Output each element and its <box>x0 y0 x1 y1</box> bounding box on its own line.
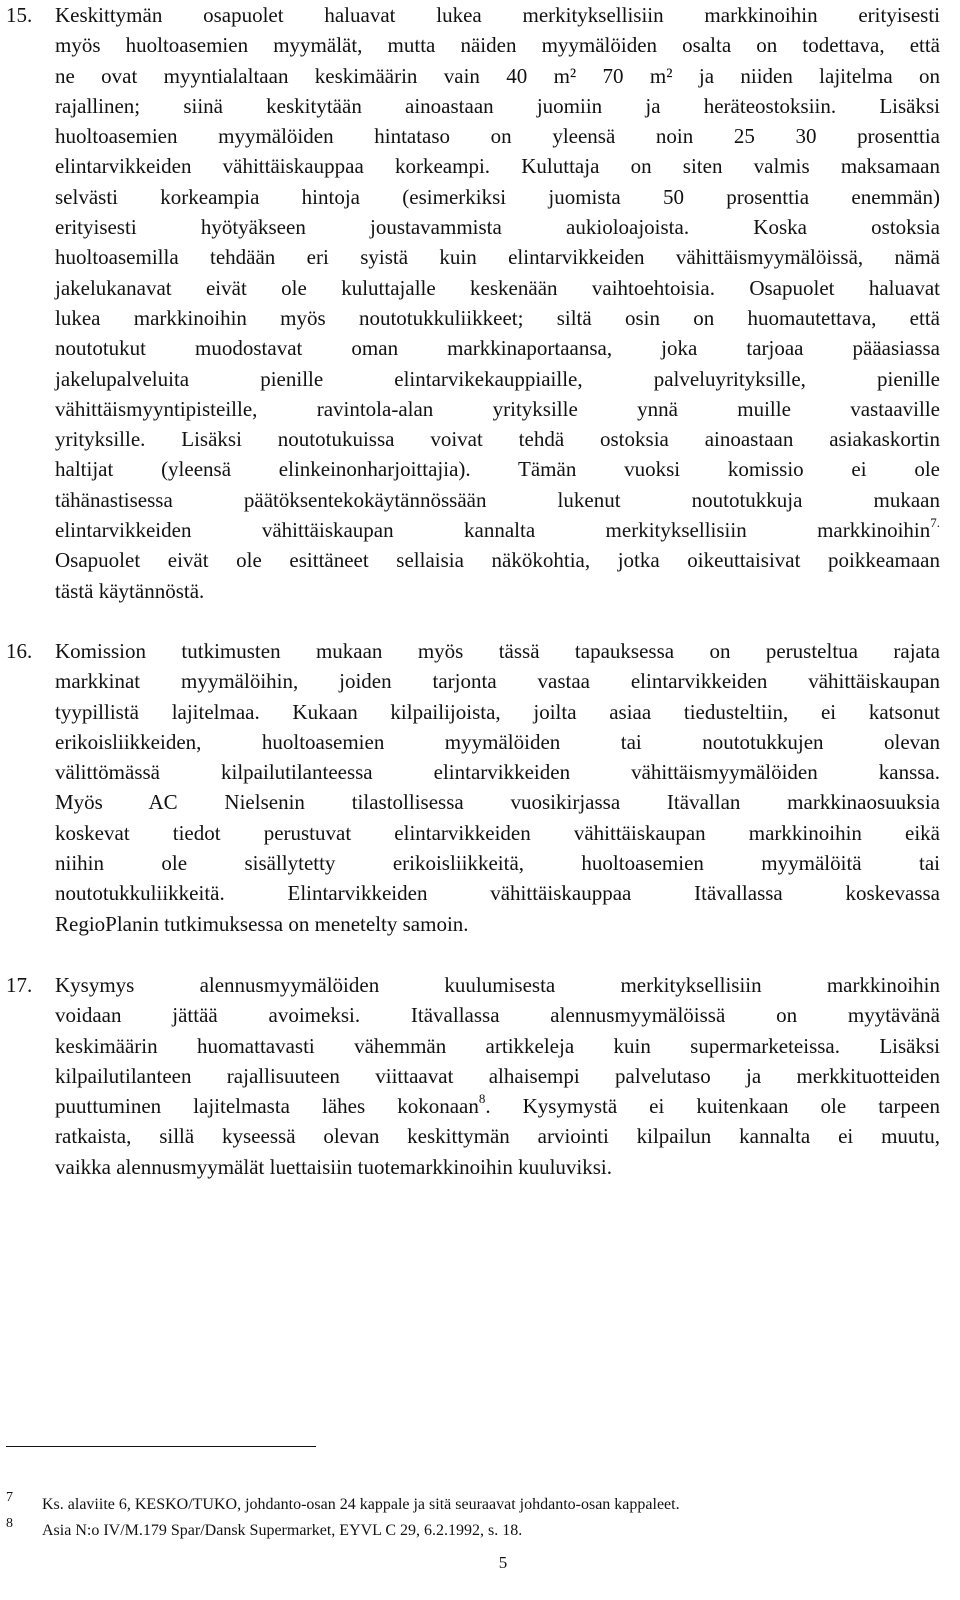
text-line: jakelupalveluita pienille elintarvikekauppiaille, palveluyrityksille, pienille <box>55 366 940 391</box>
text-line: elintarvikkeiden vähittäiskaupan kannalta merkityksellisiin markkinoihin <box>55 518 931 543</box>
paragraph-number: 15. <box>6 3 33 27</box>
text-line: yrityksille. Lisäksi noutotukuissa voivat tehdä ostoksia ainoastaan asiakaskortin <box>55 427 940 452</box>
text-line: noutotukkuliikkeitä. Elintarvikkeiden vähittäiskauppaa Itävallassa koskevassa <box>55 881 940 906</box>
text-line: tähänastisessa päätöksentekokäytännössään lukenut noutotukkuja mukaan <box>55 487 940 512</box>
footnote-text: Asia N:o IV/M.179 Spar/Dansk Supermarket, EYVL C 29, 6.2.1992, s. 18. <box>42 1522 523 1539</box>
text-line: noutotukut muodostavat oman markkinaportaansa, joka tarjoaa pääasiassa <box>55 336 940 361</box>
paragraph-number: 16. <box>6 639 33 663</box>
text-line: rajallinen; siinä keskitytään ainoastaan juomiin ja heräteostoksiin. Lisäksi <box>55 93 940 118</box>
text-line: Osapuolet eivät ole esittäneet sellaisia näkökohtia, jotka oikeuttaisivat poikkeamaan <box>55 548 940 573</box>
text-line-with-footnote <box>55 515 940 545</box>
text-line: elintarvikkeiden vähittäiskauppaa korkeampi. Kuluttaja on siten valmis maksamaan <box>55 154 940 179</box>
text-line: niihin ole sisällytetty erikoisliikkeitä, huoltoasemien myymälöitä tai <box>55 851 940 876</box>
text-line: RegioPlanin tutkimuksessa on menetelty samoin. <box>55 911 469 936</box>
text-line: myös huoltoasemien myymälät, mutta näiden myymälöiden osalta on todettava, että <box>55 33 940 58</box>
text-line: vähittäismyyntipisteille, ravintola-alan yrityksille ynnä muille vastaaville <box>55 396 940 421</box>
text-line: ratkaista, sillä kyseessä olevan keskittymän arviointi kilpailun kannalta ei muutu, <box>55 1124 940 1149</box>
text-line: jakelukanavat eivät ole kuluttajalle keskenään vaihtoehtoisia. Osapuolet haluavat <box>55 275 940 300</box>
text-line: huoltoasemien myymälöiden hintataso on yleensä noin 25 30 prosenttia <box>55 124 940 149</box>
text-line: huoltoasemilla tehdään eri syistä kuin elintarvikkeiden vähittäismyymälöissä, nämä <box>55 245 940 270</box>
footnote-text: Ks. alaviite 6, KESKO/TUKO, johdanto-osan 24 kappale ja sitä seuraavat johdanto-osan kappaleet. <box>42 1496 680 1513</box>
text-line: Kysymys alennusmyymälöiden kuulumisesta merkityksellisiin markkinoihin <box>55 973 940 997</box>
text-line: tyypillistä lajitelmaa. Kukaan kilpailijoista, joilta asiaa tiedusteltiin, ei katsonut <box>55 699 940 724</box>
text-line: Keskittymän osapuolet haluavat lukea merkityksellisiin markkinoihin erityisesti <box>55 3 940 27</box>
text-line: Myös AC Nielsenin tilastollisessa vuosikirjassa Itävallan markkinaosuuksia <box>55 790 940 815</box>
text-line: puuttuminen lajitelmasta lähes kokonaan <box>55 1094 479 1119</box>
paragraph-text <box>55 970 940 1182</box>
text-line: markkinat myymälöihin, joiden tarjonta vastaa elintarvikkeiden vähittäiskaupan <box>55 669 940 694</box>
text-line: tästä käytännöstä. <box>55 578 205 603</box>
text-line: selvästi korkeampia hintoja (esimerkiksi juomista 50 prosenttia enemmän) <box>55 184 940 209</box>
footnote-number: 8 <box>6 1516 13 1531</box>
footnote-reference[interactable]: 8 <box>478 1091 486 1107</box>
text-line: ne ovat myyntialaltaan keskimäärin vain 40 m² 70 m² ja niiden lajitelma on <box>55 63 940 88</box>
text-line: haltijat (yleensä elinkeinonharjoittajia). Tämän vuoksi komissio ei ole <box>55 457 940 482</box>
text-line: keskimäärin huomattavasti vähemmän artikkeleja kuin supermarketeissa. Lisäksi <box>55 1033 940 1058</box>
paragraph-text <box>55 0 940 606</box>
text-line: kilpailutilanteen rajallisuuteen viittaavat alhaisempi palvelutaso ja merkkituotteiden <box>55 1063 940 1088</box>
text-line: vaikka alennusmyymälät luettaisiin tuotemarkkinoihin kuuluviksi. <box>55 1154 612 1179</box>
text-line-tail: . Kysymystä ei kuitenkaan ole tarpeen <box>485 1094 941 1119</box>
text-line: erikoisliikkeiden, huoltoasemien myymälöiden tai noutotukkujen olevan <box>55 729 940 754</box>
footnote-separator <box>6 1446 316 1447</box>
page-number: 5 <box>498 1553 508 1572</box>
text-line: välittömässä kilpailutilanteessa elintarvikkeiden vähittäismyymälöiden kanssa. <box>55 760 940 785</box>
text-line: erityisesti hyötyäkseen joustavammista aukioloajoista. Koska ostoksia <box>55 215 940 240</box>
footnote-number: 7 <box>6 1490 13 1505</box>
text-line: koskevat tiedot perustuvat elintarvikkeiden vähittäiskaupan markkinoihin eikä <box>55 820 940 845</box>
text-line: voidaan jättää avoimeksi. Itävallassa alennusmyymälöissä on myytävänä <box>55 1003 940 1028</box>
text-line-with-footnote <box>55 1091 940 1121</box>
text-line: Komission tutkimusten mukaan myös tässä tapauksessa on perusteltua rajata <box>55 639 940 663</box>
text-line: lukea markkinoihin myös noutotukkuliikkeet; siltä osin on huomautettava, että <box>55 305 940 330</box>
paragraph-text <box>55 636 940 939</box>
paragraph-number: 17. <box>6 973 33 997</box>
footnote-reference[interactable]: 7. <box>930 515 940 531</box>
